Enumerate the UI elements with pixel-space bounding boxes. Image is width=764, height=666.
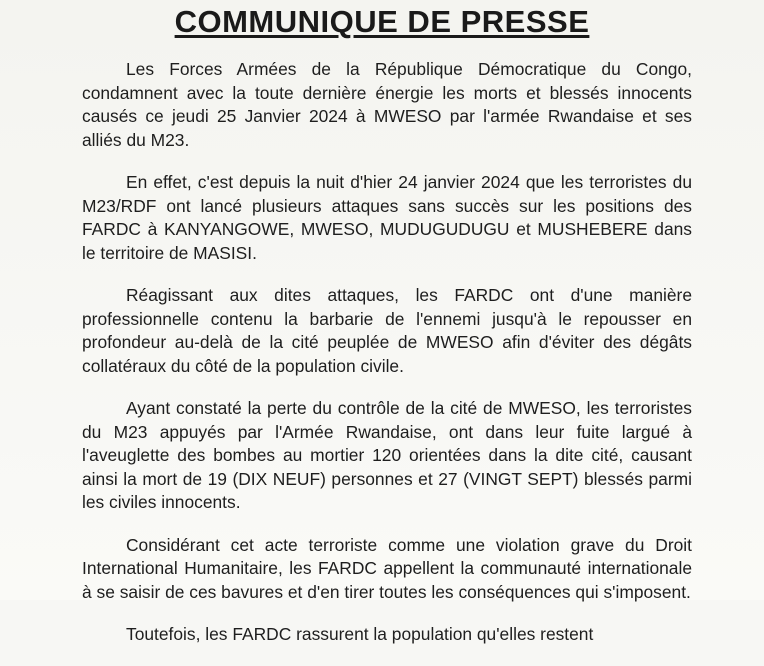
document-body — [82, 58, 692, 666]
paragraph-6: Toutefois, les FARDC rassurent la population qu'elles restent — [126, 624, 594, 644]
paragraph-4: Ayant constaté la perte du contrôle de la cité de MWESO, les terroristes du M23 appuyés par l'Armée Rwandaise, ont dans leur fuite largué à l'aveuglette des bombes au mortier 120 orientées dans la dite cité, causant ainsi la mort de 19 (DIX NEUF) personnes et 27 (VINGT SEPT) blessés parmi les civiles innocents. — [82, 398, 692, 512]
paragraph-2: En effet, c'est depuis la nuit d'hier 24 janvier 2024 que les terroristes du M23/RDF ont lancé plusieurs attaques sans succès sur les positions des FARDC à KANYANGOWE, MWESO, MUDUGUDUGU et MUSHEBERE dans le territoire de MASISI. — [82, 172, 692, 263]
paragraph-5: Considérant cet acte terroriste comme une violation grave du Droit International Humanitaire, les FARDC appellent la communauté internationale à se saisir de ces bavures et d'en tirer toutes les conséquences qui s'imposent. — [82, 534, 692, 602]
document-title: COMMUNIQUE DE PRESSE — [174, 4, 590, 39]
paragraph-3: Réagissant aux dites attaques, les FARDC ont d'une manière professionnelle contenu la barbarie de l'ennemi jusqu'à le repousser en profondeur au-delà de la cité peuplée de MWESO afin d'éviter des dégâts collatéraux du côté de la population civile. — [82, 285, 692, 376]
paragraph-1: Les Forces Armées de la République Démocratique du Congo, condamnent avec la toute dernière énergie les morts et blessés innocents causés ce jeudi 25 Janvier 2024 à MWESO par l'armée Rwandaise et ses alliés du M23. — [82, 59, 692, 150]
